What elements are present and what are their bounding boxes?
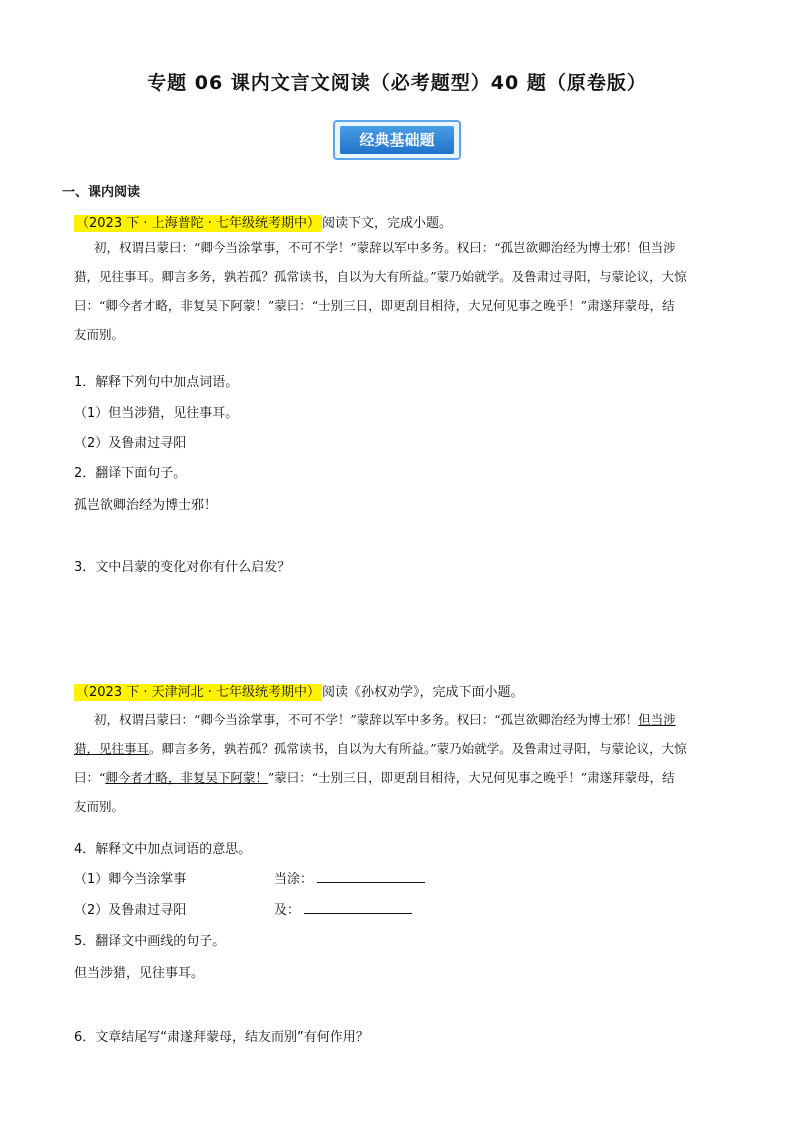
passage-line: 初，权谓吕蒙曰：“卿今当涂掌事，不可不学！”蒙辞以军中多务。权曰：“孤岂欲卿治经为博士邪！但当涉 bbox=[94, 240, 676, 255]
answer-4b[interactable] bbox=[274, 899, 412, 918]
passage-text: ”蒙曰：“士别三日，即更刮目相待，大兄何见事之晚乎！”肃遂拜蒙母，结 bbox=[267, 770, 675, 785]
block1-source: （2023 下 · 上海普陀 · 七年级统考期中） bbox=[76, 216, 321, 231]
page-title: 专题 06 课内文言文阅读（必考题型）40 题（原卷版） bbox=[147, 72, 647, 94]
answer-blank[interactable] bbox=[317, 870, 425, 883]
passage-text: 初，权谓吕蒙曰：“卿今当涂掌事，不可不学！”蒙辞以军中多务。权曰：“孤岂欲卿治经为博士邪！ bbox=[94, 712, 639, 727]
question-3: 3．文中吕蒙的变化对你有什么启发？ bbox=[74, 560, 291, 575]
question-4b: （2）及鲁肃过寻阳 bbox=[74, 903, 187, 918]
badge-label: 经典基础题 bbox=[340, 126, 454, 154]
answer-4a[interactable] bbox=[274, 868, 425, 887]
question-6: 6．文章结尾写“肃遂拜蒙母，结友而别”有何作用？ bbox=[74, 1030, 369, 1045]
underlined-text: 但当涉 bbox=[638, 712, 676, 727]
passage-line: 友而别。 bbox=[74, 327, 125, 342]
question-1: 1．解释下列句中加点词语。 bbox=[74, 375, 239, 390]
question-4a: （1）卿今当涂掌事 bbox=[74, 872, 187, 887]
question-5: 5．翻译文中画线的句子。 bbox=[74, 934, 226, 949]
section-heading: 一、课内阅读 bbox=[62, 185, 141, 200]
block1-header bbox=[74, 212, 452, 231]
passage-line: 曰：“卿今者才略，非复吴下阿蒙！”蒙曰：“士别三日，即更刮目相待，大兄何见事之晚乎！”肃遂拜蒙母，结 bbox=[74, 298, 675, 313]
passage-line bbox=[74, 763, 746, 792]
question-5a: 但当涉猎，见往事耳。 bbox=[74, 966, 205, 981]
block2-passage bbox=[74, 705, 746, 821]
underlined-text: 猎，见往事耳 bbox=[74, 741, 150, 756]
question-1a: （1）但当涉猎，见往事耳。 bbox=[74, 406, 239, 421]
underlined-text: 卿今者才略，非复吴下阿蒙！ bbox=[105, 770, 268, 785]
block2-header bbox=[74, 681, 524, 700]
question-2a: 孤岂欲卿治经为博士邪！ bbox=[74, 498, 218, 513]
answer-label: 及： bbox=[274, 903, 301, 918]
passage-line bbox=[74, 734, 746, 763]
section-badge bbox=[333, 120, 461, 160]
block2-source: （2023 下 · 天津河北 · 七年级统考期中） bbox=[76, 685, 321, 700]
answer-blank[interactable] bbox=[304, 901, 412, 914]
question-1b: （2）及鲁肃过寻阳 bbox=[74, 436, 187, 451]
passage-text: 曰：“ bbox=[74, 770, 106, 785]
passage-line: 猎，见往事耳。卿言多务，孰若孤？孤常读书，自以为大有所益。”蒙乃始就学。及鲁肃过寻阳，与蒙论议，大惊 bbox=[74, 269, 687, 284]
block2-intro: 阅读《孙权劝学》，完成下面小题。 bbox=[322, 685, 524, 700]
answer-label: 当涂： bbox=[274, 872, 314, 887]
question-2: 2．翻译下面句子。 bbox=[74, 466, 187, 481]
block1-passage bbox=[74, 233, 746, 349]
passage-text: 。卿言多务，孰若孤？孤常读书，自以为大有所益。”蒙乃始就学。及鲁肃过寻阳，与蒙论议，大惊 bbox=[149, 741, 687, 756]
question-4: 4．解释文中加点词语的意思。 bbox=[74, 842, 252, 857]
passage-line: 友而别。 bbox=[74, 799, 125, 814]
passage-line bbox=[74, 705, 746, 734]
block1-intro: 阅读下文，完成小题。 bbox=[322, 216, 453, 231]
